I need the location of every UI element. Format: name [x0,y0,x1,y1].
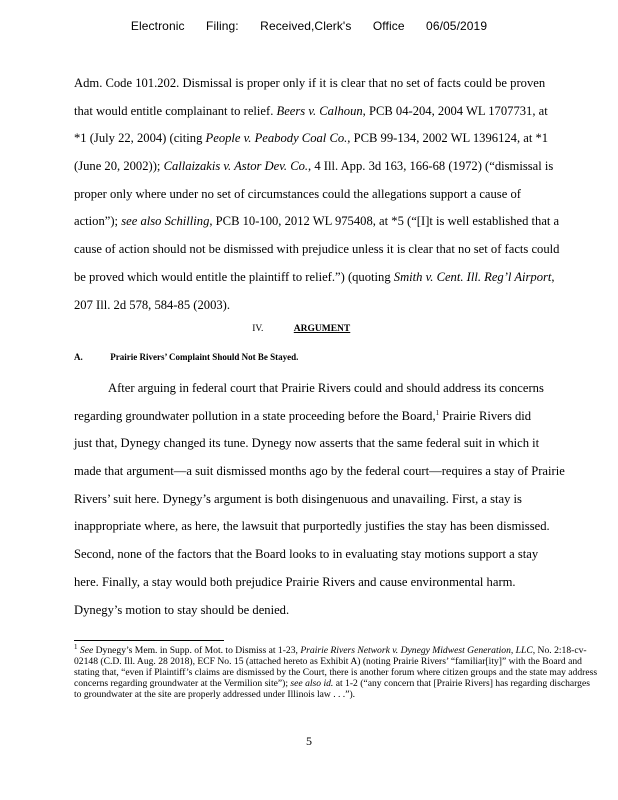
subsection-title: Prairie Rivers’ Complaint Should Not Be Stayed. [110,352,299,362]
text-line: cause of action should not be dismissed with prejudice unless it is clear that no set of facts could [74,242,560,257]
text-line: 207 Ill. 2d 578, 584-85 (2003). [74,297,231,312]
footnote [74,642,599,700]
text-run: that would entitle complainant to relief. [74,103,274,118]
text-run: , [551,269,555,284]
section-title: ARGUMENT [293,324,351,334]
text-line [74,264,596,292]
text-run: , 4 Ill. App. 3d 163, 166-68 (1972) (“dismissal is [308,159,554,174]
text-run: action”); [74,214,119,229]
subsection-heading [74,352,298,362]
signal: see also id. [290,678,334,689]
text-line: Adm. Code 101.202. Dismissal is proper only if it is clear that no set of facts could be proven [74,76,546,90]
text-run: , PCB 99-134, 2002 WL 1396124, at *1 [347,131,549,146]
paragraph-argument [74,374,596,623]
text-line [74,153,596,181]
text-line: here. Finally, a stay would both prejudice Prairie Rivers and cause environmental harm. [74,574,516,589]
text-run: , PCB 04-204, 2004 WL 1707731, at [362,103,548,118]
text-line: just that, Dynegy changed its tune. Dynegy now asserts that the same federal suit in which it [74,436,540,451]
text-line [74,125,596,153]
signal: See [79,645,94,656]
text-run: , No. 2:18-cv-02148 (C.D. Ill. Aug. 28 2018), ECF No. 15 (attached hereto as Exhibit A) (noting Prairie Rivers’ “familiar[ity]” with the Board and stating that, “even if Plaintiff’s claims are dismissed by the Court, there is another forum where citizen groups and the state may address concerns regarding groundwater at the Vermilion site”); [74,645,598,689]
case-citation: People v. Peabody Coal Co. [205,131,348,146]
text-run: at 1-2 (“any concern that [Prairie Rivers] has regarding discharges to groundwater at the site are properly addressed under Illinois law . . .”). [74,678,590,700]
text-run: regarding groundwater pollution in a state proceeding before the Board, [74,408,436,423]
text-run: be proved which would entitle the plaintiff to relief.”) (quoting [74,269,391,284]
paragraph-standard-of-review [74,70,596,319]
electronic-filing-header [0,19,618,33]
text-line: made that argument—a suit dismissed months ago by the federal court—requires a stay of Prairie [74,464,565,479]
text-line [74,208,596,236]
section-number: IV. [252,324,264,334]
text-run: *1 (July 22, 2004) (citing [74,131,203,146]
text-line: After arguing in federal court that Prairie Rivers could and should address its concerns [108,381,544,395]
page-number: 5 [306,734,312,748]
case-citation: Beers v. Calhoun [276,103,363,118]
header-word: Electronic [130,19,185,33]
footnote-separator [74,640,224,641]
case-citation: Smith v. Cent. Ill. Reg’l Airport [393,269,552,284]
text-line: Rivers’ suit here. Dynegy’s argument is both disingenuous and unavailing. First, a stay is [74,491,522,506]
text-line [74,402,596,430]
subsection-letter: A. [74,352,83,362]
case-citation: Prairie Rivers Network v. Dynegy Midwest Generation, LLC [300,645,533,656]
text-run: , PCB 10-100, 2012 WL 975408, at *5 (“[I]t is well established that a [209,214,560,229]
text-line: Second, none of the factors that the Board looks to in evaluating stay motions support a stay [74,547,539,562]
text-line: inappropriate where, as here, the lawsuit that purportedly justifies the stay has been dismissed. [74,519,550,534]
text-line [74,98,596,126]
filing-date: 06/05/2019 [426,19,488,33]
text-line: proper only where under no set of circumstances could the allegations support a cause of [74,186,521,201]
header-word: Received,Clerk's [260,19,352,33]
footnote-ref[interactable]: 1 [435,408,440,417]
text-line: Dynegy’s motion to stay should be denied. [74,602,290,617]
section-heading [0,324,618,334]
header-word: Filing: [206,19,239,33]
header-word: Office [372,19,405,33]
text-run: (June 20, 2002)); [74,159,161,174]
case-citation: see also Schilling [121,214,210,229]
text-run: Prairie Rivers did [439,408,532,423]
case-citation: Callaizakis v. Astor Dev. Co. [163,159,309,174]
footnote-marker: 1 [74,642,78,651]
text-run: Dynegy’s Mem. in Supp. of Mot. to Dismiss at 1-23, [93,645,301,656]
